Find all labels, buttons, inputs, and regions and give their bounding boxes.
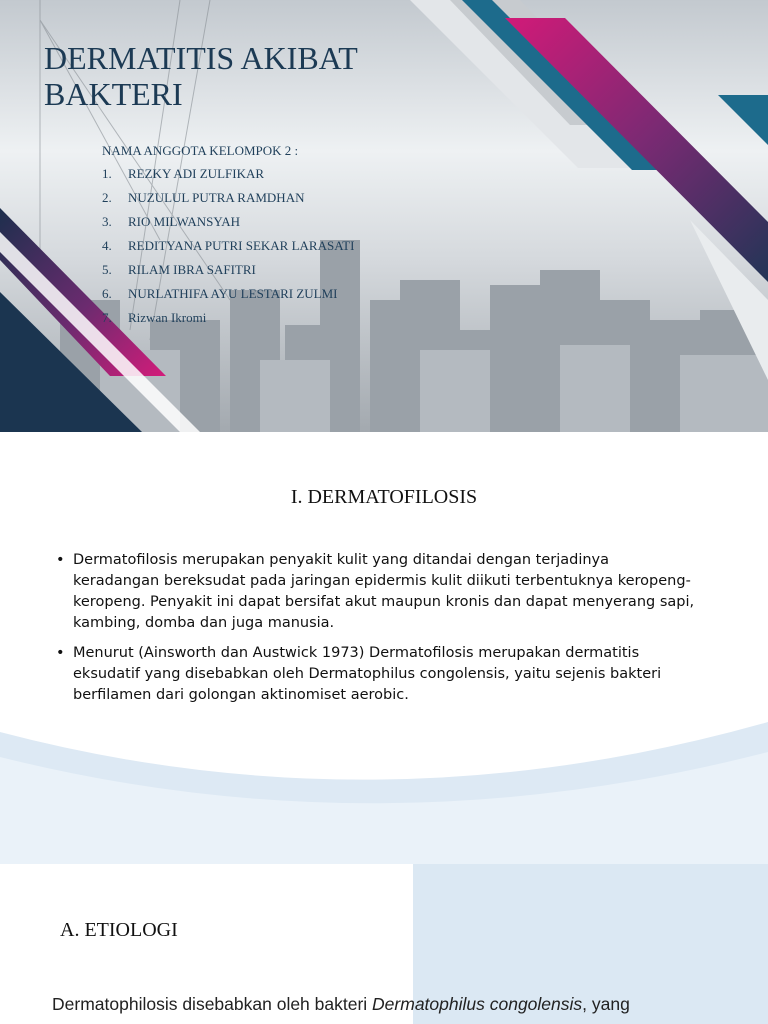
list-item <box>102 214 354 238</box>
member-name: NURLATHIFA AYU LESTARI ZULMI <box>128 286 338 301</box>
item-number: 4. <box>102 238 112 253</box>
bullet-text: Menurut (Ainsworth dan Austwick 1973) Dermatofilosis merupakan dermatitis eksudatif yang disebabkan oleh Dermatophilus congolensis, yaitu sejenis bakteri berfilamen dari golongan aktinomiset aerobic. <box>73 645 662 703</box>
members-heading: NAMA ANGGOTA KELOMPOK 2 : <box>102 143 299 158</box>
members-list <box>102 166 354 334</box>
member-name: NUZULUL PUTRA RAMDHAN <box>128 190 305 205</box>
section-title: I. DERMATOFILOSIS <box>290 486 478 508</box>
list-item <box>102 190 354 214</box>
item-number: 5. <box>102 262 112 277</box>
bullet-icon: • <box>56 552 65 568</box>
body-text <box>52 994 630 1015</box>
list-item <box>56 550 696 634</box>
section-title: A. ETIOLOGI <box>60 919 178 941</box>
etiologi-slide <box>0 864 768 1024</box>
item-number: 3. <box>102 214 112 229</box>
item-number: 7. <box>102 310 112 325</box>
member-name: REDITYANA PUTRI SEKAR LARASATI <box>128 238 355 253</box>
species-name: Dermatophilus congolensis <box>372 994 583 1014</box>
member-name: RILAM IBRA SAFITRI <box>128 262 256 277</box>
list-item <box>102 238 354 262</box>
text-segment: , yang <box>582 994 630 1014</box>
member-name: RIO MILWANSYAH <box>128 214 241 229</box>
bullet-text: Dermatofilosis merupakan penyakit kulit yang ditandai dengan terjadinya keradangan bereksudat pada jaringan epidermis kulit diikuti terbentuknya keropeng-keropeng. Penyakit ini dapat bersifat akut maupun kronis dan dapat menyerang sapi, kambing, domba dan juga manusia. <box>73 552 695 631</box>
item-number: 2. <box>102 190 112 205</box>
member-name: Rizwan Ikromi <box>128 310 207 325</box>
dermatofilosis-slide <box>0 432 768 864</box>
slide-title: DERMATITIS AKIBAT BAKTERI <box>44 40 358 112</box>
title-slide <box>0 0 768 432</box>
text-segment: Dermatophilosis disebabkan oleh bakteri <box>52 994 373 1014</box>
member-name: REZKY ADI ZULFIKAR <box>128 166 265 181</box>
bullet-icon: • <box>56 645 65 661</box>
list-item <box>56 643 696 706</box>
list-item <box>102 286 354 310</box>
list-item <box>102 262 354 286</box>
list-item <box>102 310 354 334</box>
bullet-list <box>56 550 696 715</box>
item-number: 6. <box>102 286 112 301</box>
item-number: 1. <box>102 166 112 181</box>
list-item <box>102 166 354 190</box>
